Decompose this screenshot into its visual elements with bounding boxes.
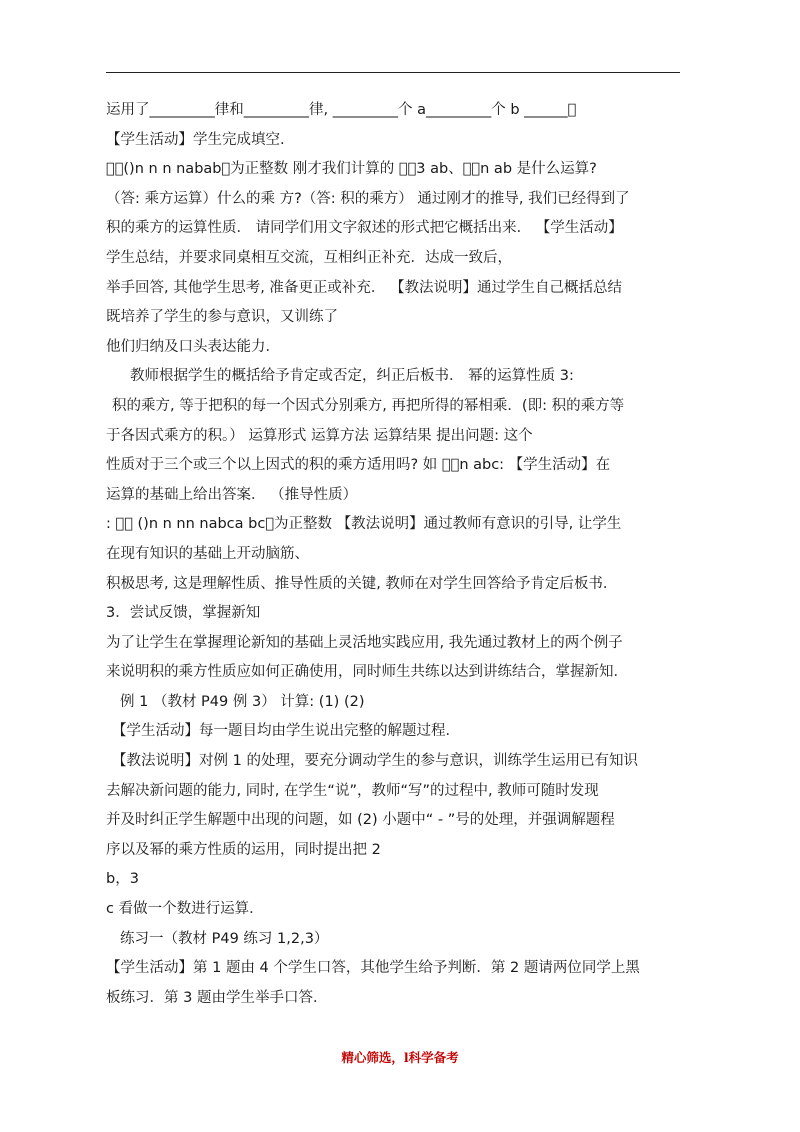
text-line: 既培养了学生的参与意识，又训练了 xyxy=(106,309,338,326)
text-line: c 看做一个数进行运算． xyxy=(106,901,264,918)
text-line: : 􀃮􀃮 ()n n nn nabca bc􀃮为正整数 【教法说明】通过教师有意识的引导, 让学生 xyxy=(106,516,622,533)
text-line: 【学生活动】第 1 题由 4 个学生口答，其他学生给予判断．第 2 题请两位同学上黑 xyxy=(106,960,640,977)
text-line: 练习一（教材 P49 练习 1,2,3） xyxy=(120,930,329,947)
header-rule xyxy=(106,72,680,73)
text-line: 性质对于三个或三个以上因式的积的乘方适用吗? 如 􀃮􀃮n abc: 【学生活动】在 xyxy=(106,457,611,474)
text-line: 【教法说明】对例 1 的处理，要充分调动学生的参与意识，训练学生运用已有知识 xyxy=(112,753,638,770)
text-line: 举手回答, 其他学生思考, 准备更正或补充． 【教法说明】通过学生自己概括总结 xyxy=(106,279,623,296)
text-line: 教师根据学生的概括给予肯定或否定，纠正后板书． 幂的运算性质 3: xyxy=(130,368,574,385)
text-line: 去解决新问题的能力, 同时, 在学生“说”，教师“写”的过程中, 教师可随时发现 xyxy=(106,782,599,799)
text-line: 并及时纠正学生解题中出现的问题，如 (2) 小题中“ - ”号的处理，并强调解题程 xyxy=(106,812,615,829)
text-line: （答: 乘方运算）什么的乘 方?（答: 积的乘方） 通过刚才的推导, 我们已经得到了 xyxy=(106,190,630,207)
text-line: 为了让学生在掌握理论新知的基础上灵活地实践应用, 我先通过教材上的两个例子 xyxy=(106,634,623,651)
text-line: 例 1 （教材 P49 例 3） 计算: (1) (2) xyxy=(120,693,365,710)
page-footer: 精心筛选，l科学备考 xyxy=(341,1050,459,1065)
text-line: 􀃮􀃮()n n n nabab􀃮为正整数 刚才我们计算的 􀃮􀃮3 ab、􀃮􀃮n ab 是什么运算? xyxy=(106,161,597,178)
text-line: 运算的基础上给出答案． （推导性质） xyxy=(106,486,358,503)
text-line: 【学生活动】每一题目均由学生说出完整的解题过程． xyxy=(112,723,460,740)
text-line: 积的乘方的运算性质． 请同学们用文字叙述的形式把它概括出来． 【学生活动】 xyxy=(106,220,623,237)
text-line: 3．尝试反馈，掌握新知 xyxy=(106,605,261,622)
text-line: 【学生活动】学生完成填空. xyxy=(106,131,285,148)
text-line: 板练习．第 3 题由学生举手口答． xyxy=(106,989,328,1006)
text-line: 积的乘方, 等于把积的每一个因式分别乘方, 再把所得的幂相乘．(即: 积的乘方等 xyxy=(112,397,625,414)
text-line: 他们归纳及口头表达能力． xyxy=(106,338,280,355)
document-body xyxy=(106,96,684,1013)
text-line: 积极思考, 这是理解性质、推导性质的关键, 教师在对学生回答给予肯定后板书． xyxy=(106,575,618,592)
text-line: 学生总结，并要求同桌相互交流，互相纠正补充．达成一致后， xyxy=(106,249,512,266)
text-line: 于各因式乘方的积。） 运算形式 运算方法 运算结果 提出问题: 这个 xyxy=(106,427,533,444)
text-line: 运用了_________律和_________律, _________个 a_________个 b ______􀃮 xyxy=(106,102,577,118)
text-line: b，3 xyxy=(106,871,139,888)
text-line: 来说明积的乘方性质应如何正确使用，同时师生共练以达到讲练结合，掌握新知． xyxy=(106,664,628,681)
text-line: 序以及幂的乘方性质的运用，同时提出把 2 xyxy=(106,841,381,858)
text-line: 在现有知识的基础上开动脑筋、 xyxy=(106,545,309,562)
